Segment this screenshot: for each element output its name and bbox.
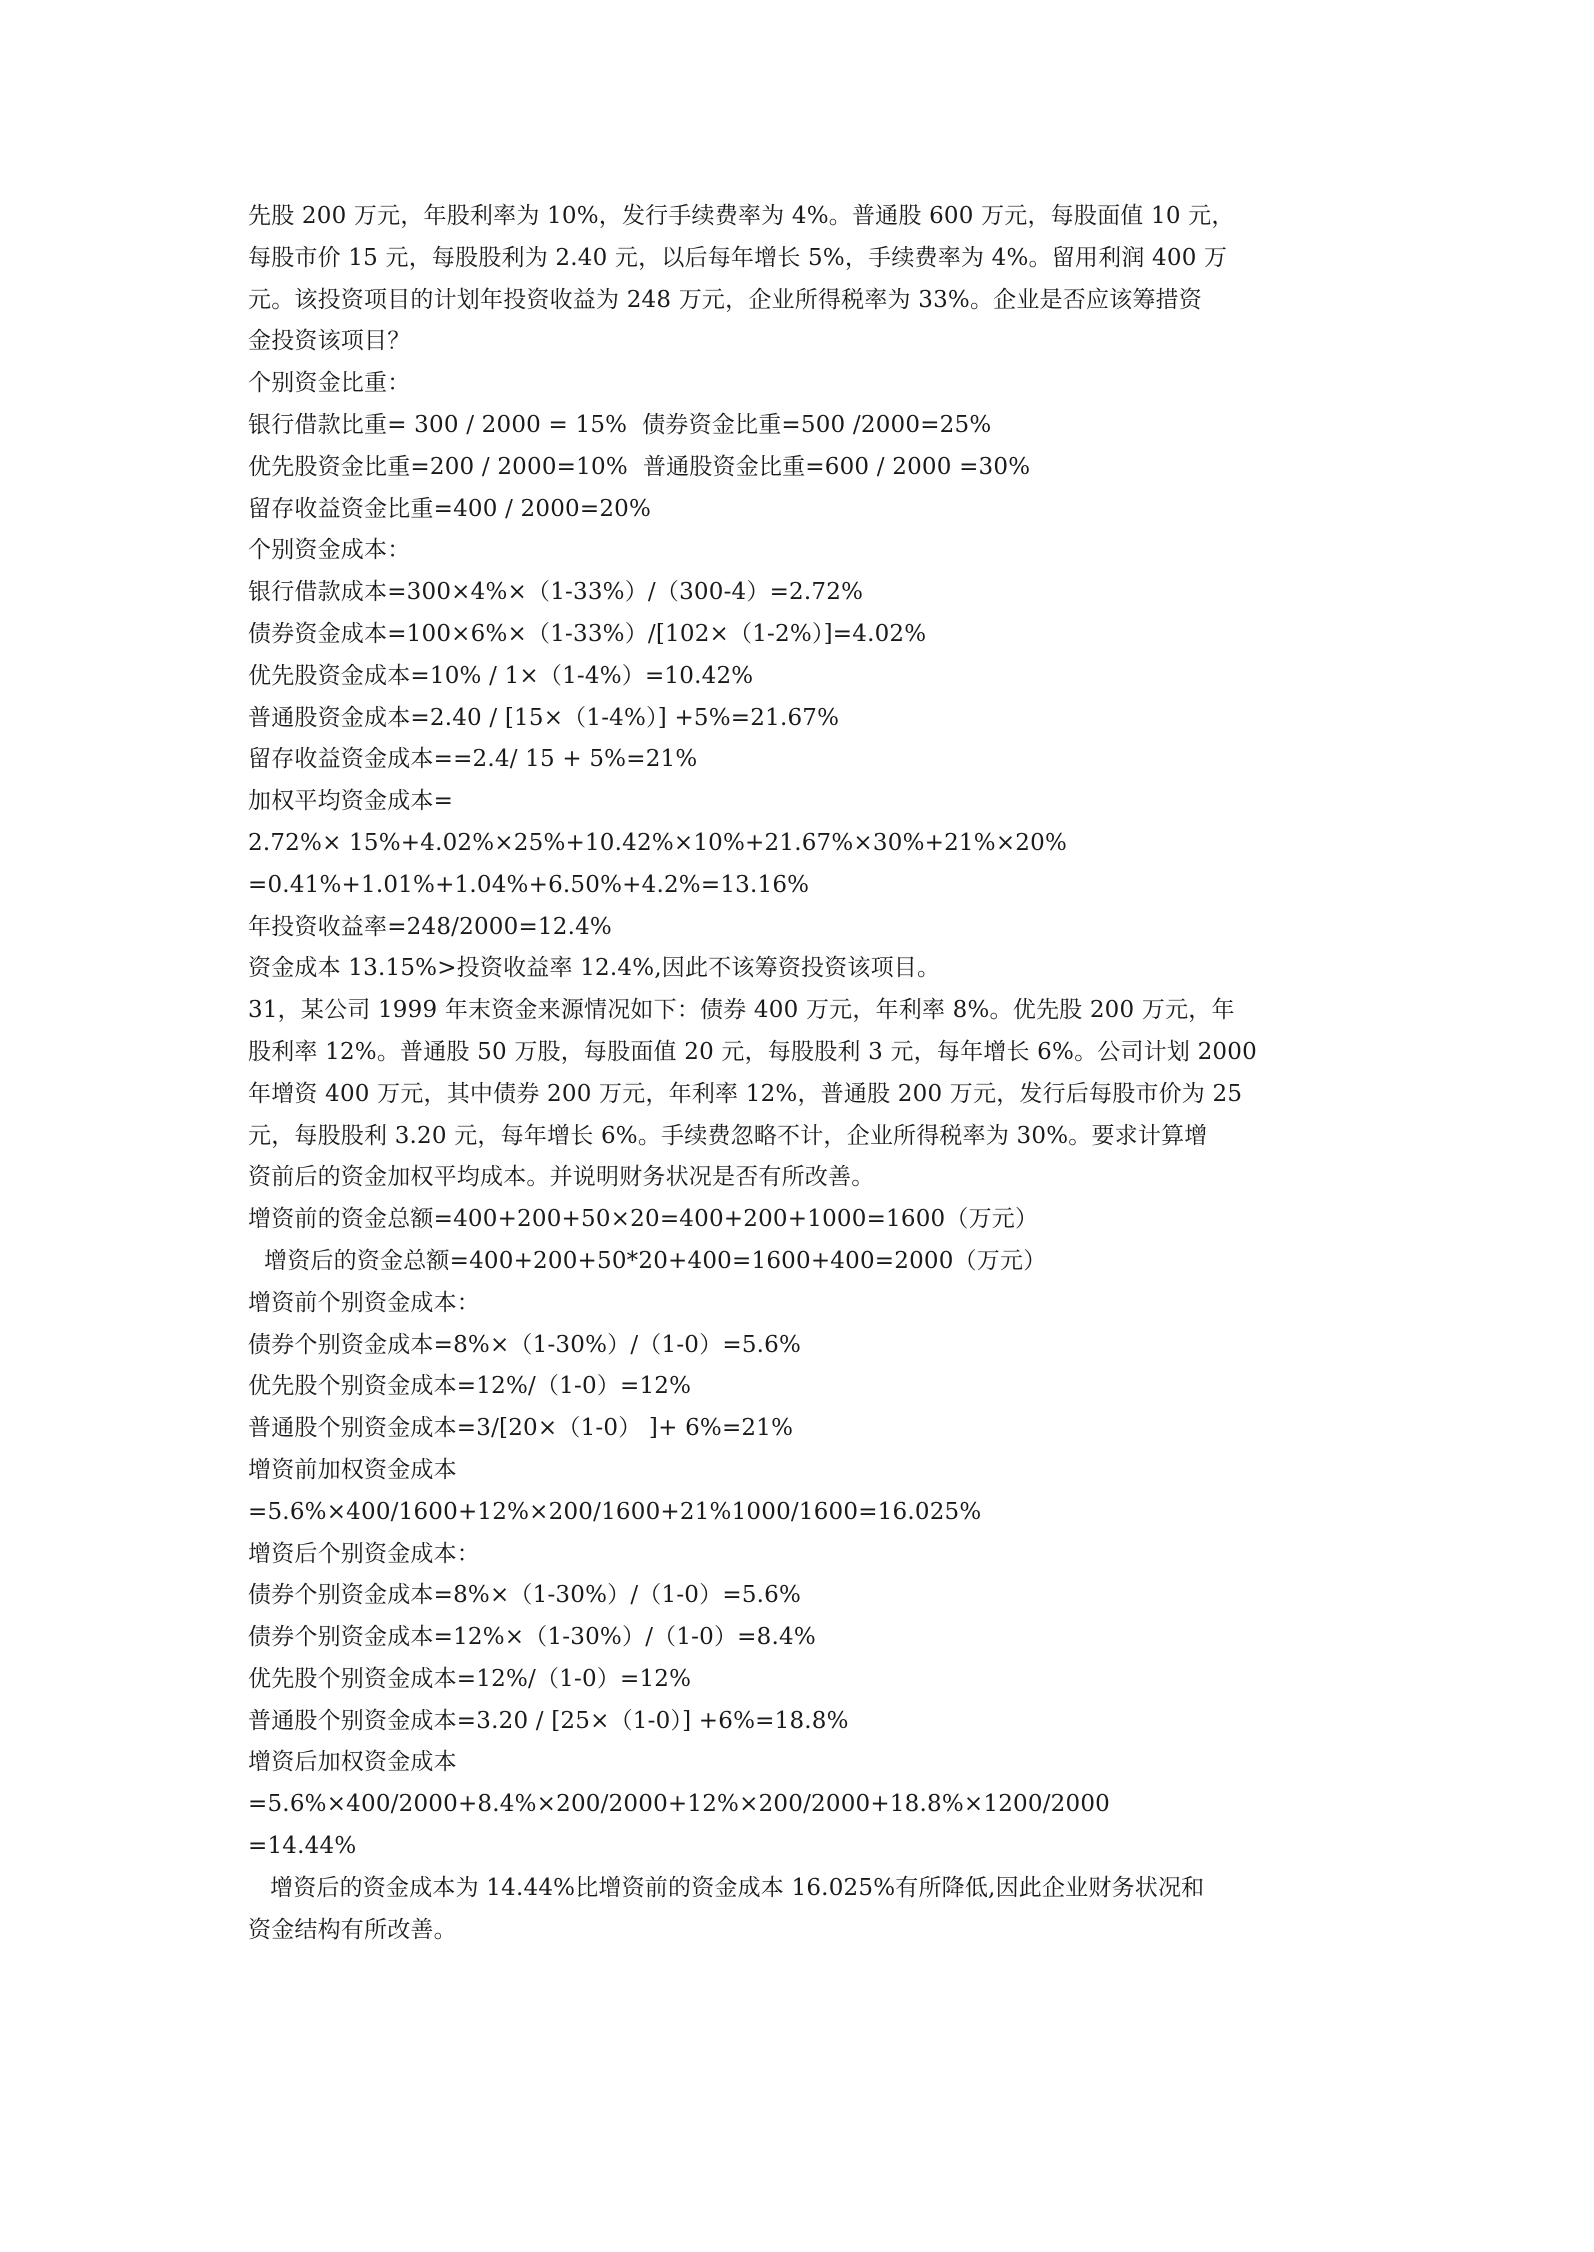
formula-line: 债券个别资金成本=12%×（1-30%）/（1-0）=8.4% xyxy=(248,1624,816,1651)
section-heading: 加权平均资金成本= xyxy=(248,788,454,815)
section-heading: 增资后加权资金成本 xyxy=(248,1749,457,1776)
formula-line: 优先股个别资金成本=12%/（1-0）=12% xyxy=(248,1373,692,1400)
section-heading: 个别资金成本： xyxy=(248,537,411,564)
section-heading: 增资后个别资金成本： xyxy=(248,1540,480,1567)
conclusion-line: 增资后的资金成本为 14.44%比增资前的资金成本 16.025%有所降低,因此企业财务状况和 xyxy=(270,1874,1205,1901)
formula-line: 普通股个别资金成本=3/[20×（1-0） ]+ 6%=21% xyxy=(248,1415,794,1442)
formula-line: 债券个别资金成本=8%×（1-30%）/（1-0）=5.6% xyxy=(248,1331,802,1358)
text-line: 每股市价 15 元，每股股利为 2.40 元，以后每年增长 5%，手续费率为 4%。留用利润 400 万 xyxy=(248,244,1228,271)
question-line: 31，某公司 1999 年末资金来源情况如下：债券 400 万元，年利率 8%。优先股 200 万元，年 xyxy=(248,997,1235,1024)
formula-line: 普通股个别资金成本=3.20 / [25×（1-0）] +6%=18.8% xyxy=(248,1707,849,1734)
question-line: 年增资 400 万元，其中债券 200 万元，年利率 12%，普通股 200 万元，发行后每股市价为 25 xyxy=(248,1080,1243,1107)
text-line: 优先股资金比重=200 / 2000=10% 普通股资金比重=600 / 2000 =30% xyxy=(248,453,1031,480)
formula-line: =5.6%×400/1600+12%×200/1600+21%1000/1600=16.025% xyxy=(248,1498,982,1525)
formula-line: =5.6%×400/2000+8.4%×200/2000+12%×200/2000+18.8%×1200/2000 xyxy=(248,1791,1110,1818)
text-line: 元。该投资项目的计划年投资收益为 248 万元，企业所得税率为 33%。企业是否应该筹措资 xyxy=(248,286,1202,313)
section-heading: 增资前个别资金成本： xyxy=(248,1289,480,1316)
formula-line: 增资前的资金总额=400+200+50×20=400+200+1000=1600（万元） xyxy=(248,1206,1039,1233)
question-line: 元，每股股利 3.20 元，每年增长 6%。手续费忽略不计，企业所得税率为 30%。要求计算增 xyxy=(248,1122,1208,1149)
text-line: 金投资该项目？ xyxy=(248,328,411,355)
section-heading: 增资前加权资金成本 xyxy=(248,1456,457,1483)
formula-line: 优先股资金成本=10% / 1×（1-4%）=10.42% xyxy=(248,662,754,689)
formula-line: 银行借款成本=300×4%×（1-33%）/（300-4）=2.72% xyxy=(248,579,864,606)
formula-line: 普通股资金成本=2.40 / [15×（1-4%）] +5%=21.67% xyxy=(248,704,840,731)
formula-line: =14.44% xyxy=(248,1833,357,1860)
formula-line: 2.72%× 15%+4.02%×25%+10.42%×10%+21.67%×30%+21%×20% xyxy=(248,829,1068,856)
text-line: 留存收益资金比重=400 / 2000=20% xyxy=(248,495,652,522)
text-line: 先股 200 万元，年股利率为 10%，发行手续费率为 4%。普通股 600 万元，每股面值 10 元， xyxy=(248,203,1235,229)
document-body xyxy=(248,196,1368,1951)
question-line: 资前后的资金加权平均成本。并说明财务状况是否有所改善。 xyxy=(248,1164,875,1191)
formula-line: 优先股个别资金成本=12%/（1-0）=12% xyxy=(248,1665,692,1692)
formula-line: 增资后的资金总额=400+200+50*20+400=1600+400=2000（万元） xyxy=(264,1247,1047,1274)
formula-line: =0.41%+1.01%+1.04%+6.50%+4.2%=13.16% xyxy=(248,871,810,898)
conclusion-line: 资金成本 13.15%>投资收益率 12.4%,因此不该筹资投资该项目。 xyxy=(248,955,941,982)
text-line: 银行借款比重= 300 / 2000 = 15% 债券资金比重=500 /2000=25% xyxy=(248,411,992,438)
question-line: 股利率 12%。普通股 50 万股，每股面值 20 元，每股股利 3 元，每年增长 6%。公司计划 2000 xyxy=(248,1038,1257,1065)
formula-line: 债券个别资金成本=8%×（1-30%）/（1-0）=5.6% xyxy=(248,1582,802,1609)
formula-line: 债券资金成本=100×6%×（1-33%）/[102×（1-2%）]=4.02% xyxy=(248,620,927,647)
section-heading: 个别资金比重： xyxy=(248,370,411,397)
formula-line: 留存收益资金成本==2.4/ 15 + 5%=21% xyxy=(248,746,698,773)
conclusion-line: 资金结构有所改善。 xyxy=(248,1916,457,1943)
formula-line: 年投资收益率=248/2000=12.4% xyxy=(248,913,612,940)
